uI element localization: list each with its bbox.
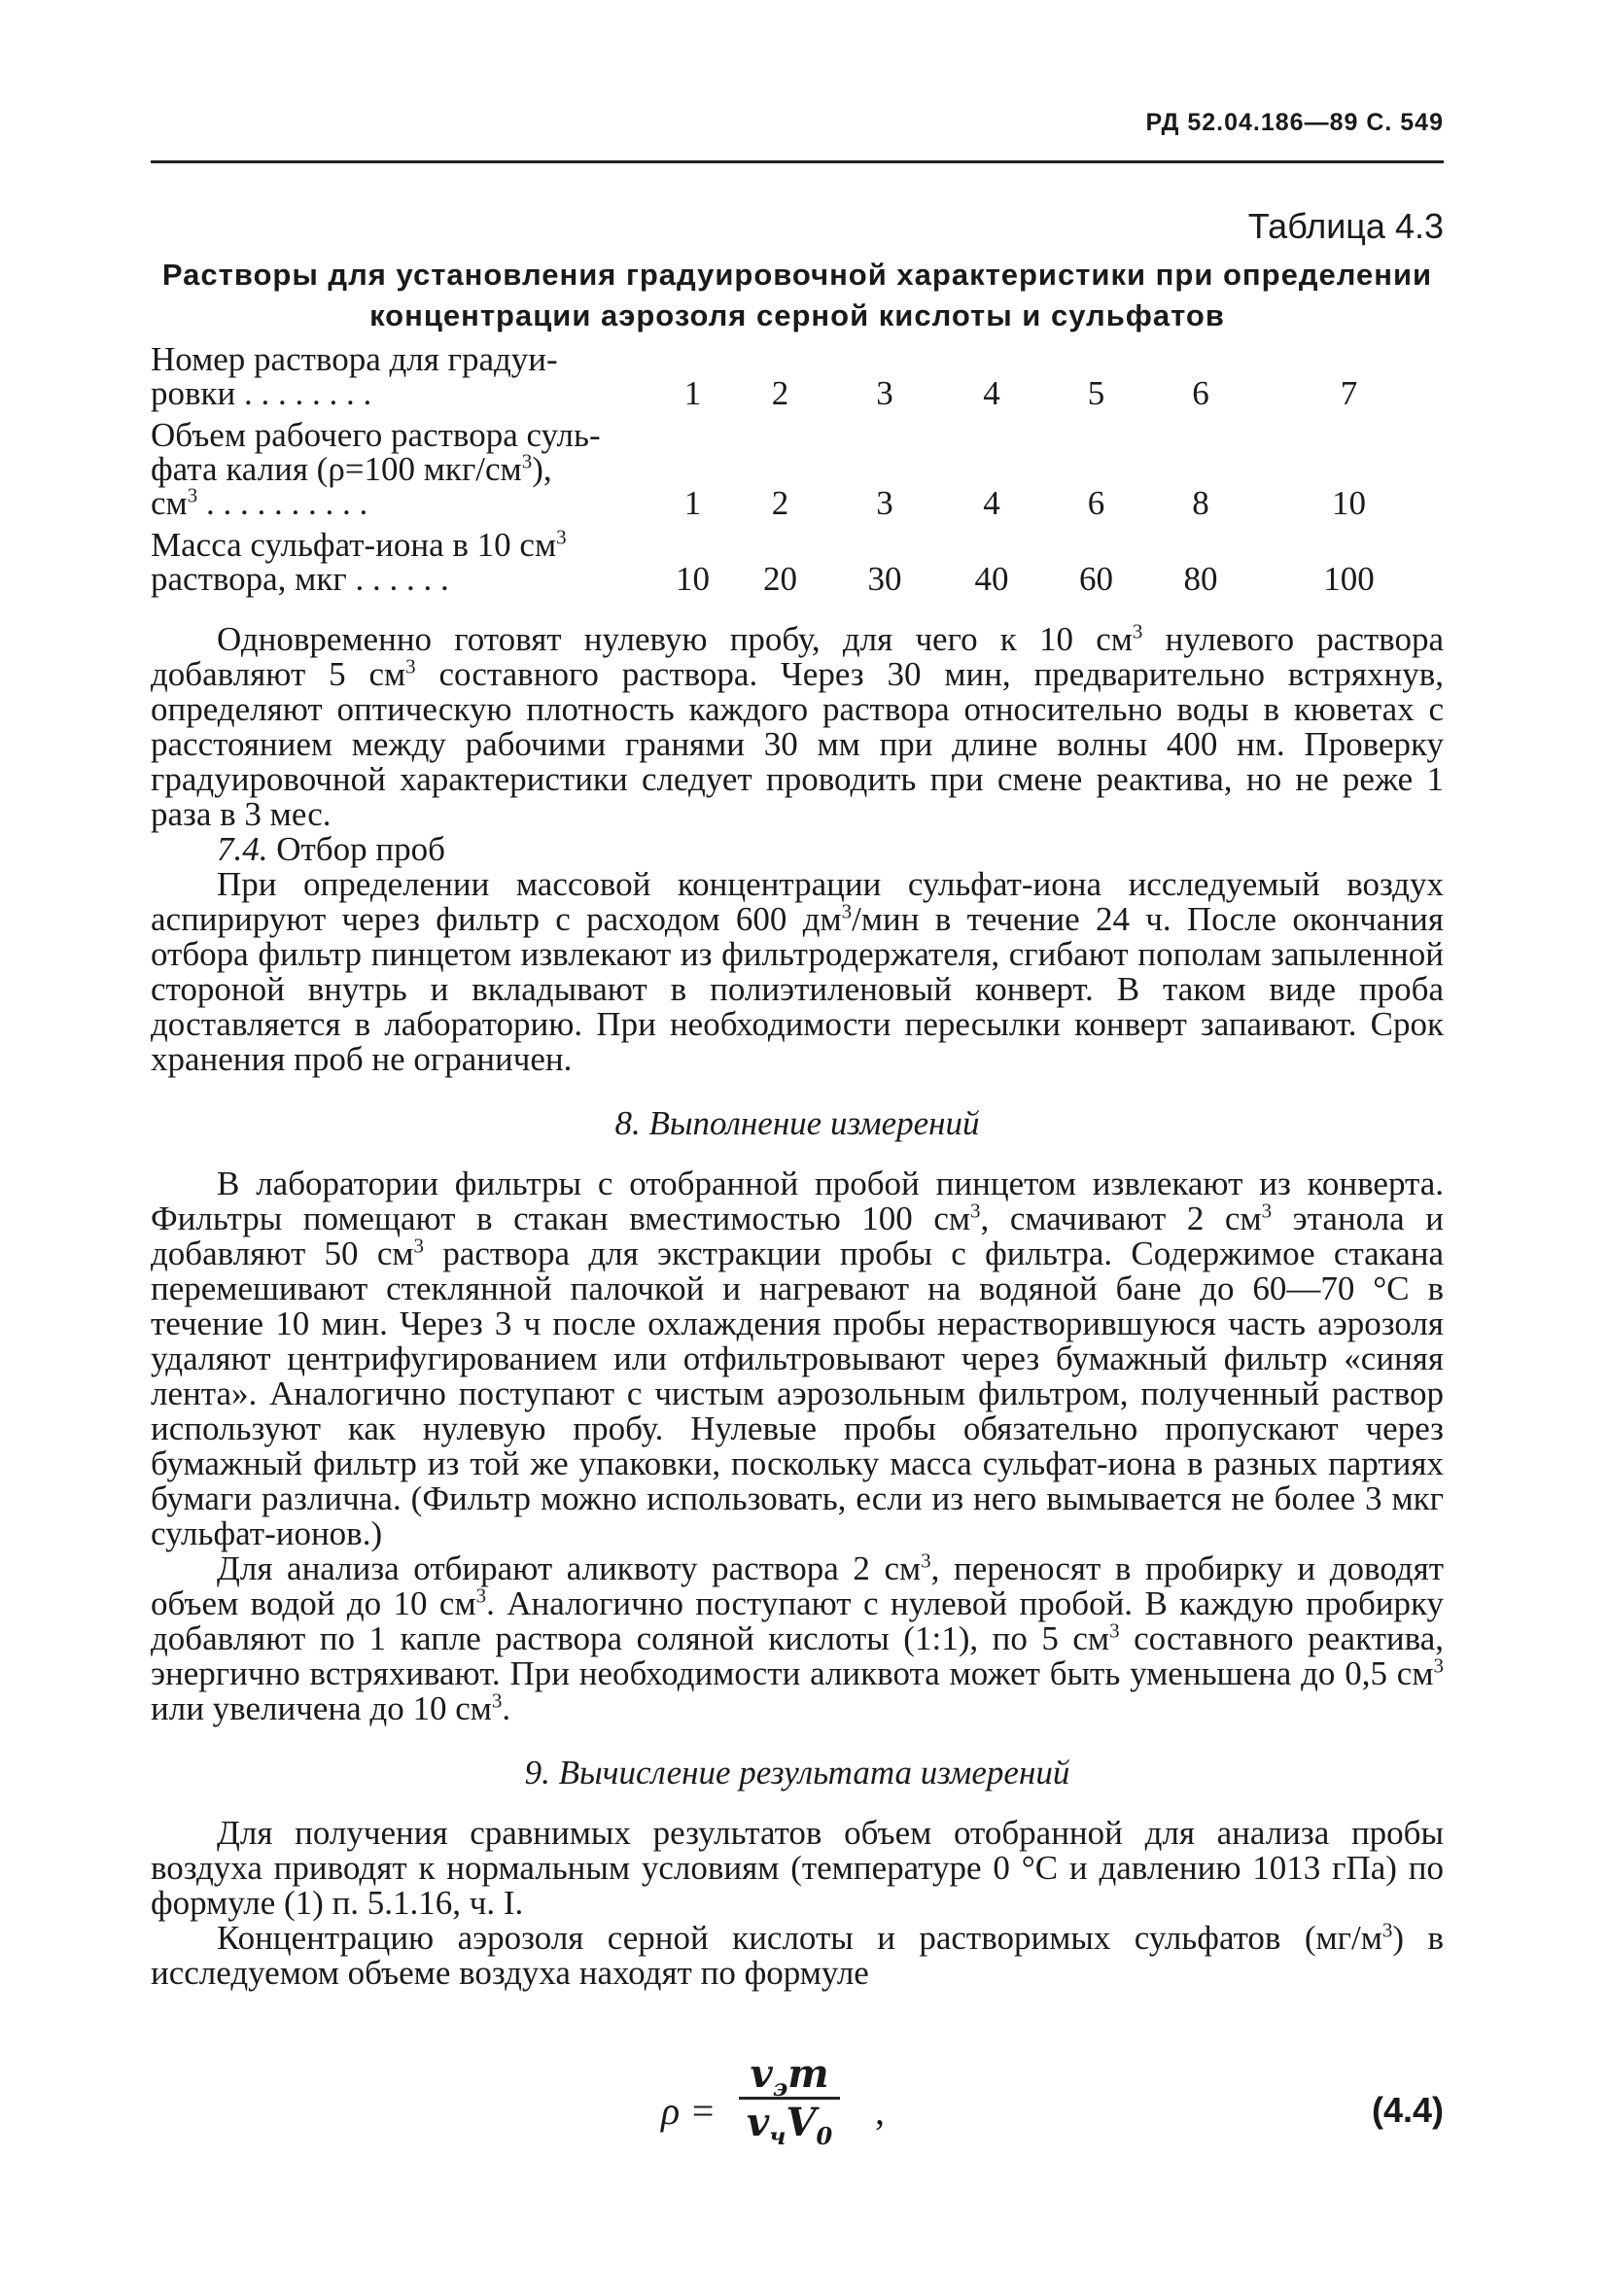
table-cell: 6 [1192, 374, 1209, 412]
running-head: РД 52.04.186—89 С. 549 [1145, 109, 1444, 136]
table-cell: 3 [876, 374, 893, 412]
paragraph: Одновременно готовят нулевую пробу, для чего к 10 $см^3$ нулевого раствора добавляют 5 $см^3$ составного раствора. Через 30 мин, предварительно встряхнув, определяют оптическую плотность каждого раствора относительно воды в кюветах с расстоянием между рабочими гранями 30 мм при длине волны 400 нм. Проверку градуировочной характеристики следует проводить при смене реактива, но не реже 1 раза в 3 мес. [151, 619, 1444, 833]
subsection-number: 7.4. [217, 830, 268, 868]
calibration-table [151, 342, 1444, 604]
table-row [151, 418, 1444, 528]
table-cell: 4 [983, 484, 1000, 522]
table-cell: 5 [1087, 374, 1105, 412]
table-cell: 1 [683, 484, 702, 522]
section-heading: 8. Выполнение измерений [614, 1104, 980, 1142]
paragraph: Для получения сравнимых результатов объем отобранной для анализа пробы воздуха приводят к нормальным условиям (температуре 0 °С и давлению 1013 гПа) по формуле (1) п. 5.1.16, ч. I. [151, 1814, 1444, 1922]
header-rule [151, 160, 1444, 163]
table-cell: 3 [876, 484, 893, 522]
paragraph: Концентрацию аэрозоля серной кислоты и растворимых сульфатов $(мг/м^3)$ в исследуемом объеме воздуха находят по формуле [151, 1918, 1444, 1992]
table-cell: 4 [983, 374, 1000, 412]
table-cell: 6 [1087, 484, 1105, 522]
table-cell: 100 [1323, 560, 1375, 598]
table-cell: 2 [771, 374, 789, 412]
paragraph: При определении массовой концентрации сульфат-иона исследуемый воздух аспирируют через фильтр с расходом 600 $дм^3$/мин в течение 24 ч. После окончания отбора фильтр пинцетом извлекают из фильтродержателя, сгибают пополам запыленной стороной внутрь и вкладывают в полиэтиленовый конверт. В таком виде проба доставляется в лабораторию. При необходимости пересылки конверт запаивают. Срок хранения проб не ограничен. [151, 865, 1444, 1078]
formula-comma: , [875, 2089, 885, 2133]
section-heading: 9. Вычисление результата измерений [524, 1754, 1070, 1792]
main-text [151, 619, 1444, 1992]
formula-denominator: $v_чV_0$ [739, 2097, 840, 2145]
table-cell: 80 [1183, 560, 1218, 598]
row-label: Масса сульфат-иона в 10 $см^3$ раствора, мкг . . . . . . [151, 525, 567, 598]
formula-4-4 [151, 2051, 1444, 2158]
table-row [151, 528, 1444, 604]
table-cell: 7 [1340, 374, 1358, 412]
row-label: Объем рабочего раствора суль- фата калия (ρ=100 мкг/$см^3$), $см^3$ . . . . . . . . . . [151, 416, 601, 522]
table-title-line: Растворы для установления градуировочной характеристики при определении [161, 258, 1433, 292]
subsection-heading [151, 832, 1444, 867]
table-title-line: концентрации аэрозоля серной кислоты и сульфатов [369, 298, 1225, 332]
table-cell: 2 [771, 484, 789, 522]
table-cell: 20 [763, 560, 797, 598]
row-label: Номер раствора для градуи- ровки . . . . . . . . [151, 340, 558, 412]
table-cell: 60 [1079, 560, 1113, 598]
formula-lhs: ρ = [661, 2089, 717, 2133]
table-cell: 1 [683, 374, 702, 412]
formula-fraction [739, 2051, 840, 2150]
subsection-title: Отбор проб [267, 830, 445, 868]
paragraph: Для анализа отбирают аликвоту раствора 2 $см^3$, переносят в пробирку и доводят объем водой до 10 $см^3$. Аналогично поступают с нулевой пробой. В каждую пробирку добавляют по 1 капле раствора соляной кислоты (1:1), по 5 $см^3$ составного реактива, энергично встряхивают. При необходимости аликвота может быть уменьшена до 0,5 $см^3$ или увеличена до 10 $см^3$. [151, 1548, 1444, 1727]
table-cell: 10 [1332, 484, 1366, 522]
table-cell: 30 [867, 560, 902, 598]
equation-number: (4.4) [1371, 2090, 1444, 2130]
paragraph: В лаборатории фильтры с отобранной пробой пинцетом извлекают из конверта. Фильтры помещают в стакан вместимостью 100 $см^3$, смачивают 2 $см^3$ этанола и добавляют 50 $см^3$ раствора для экстракции пробы с фильтра. Содержимое стакана перемешивают стеклянной палочкой и нагревают на водяной бане до 60—70 °С в течение 10 мин. Через 3 ч после охлаждения пробы нерастворившуюся часть аэрозоля удаляют центрифугированием или отфильтровывают через бумажный фильтр «синяя лента». Аналогично поступают с чистым аэрозольным фильтром, полученный раствор используют как нулевую пробу. Нулевые пробы обязательно пропускают через бумажный фильтр из той же упаковки, поскольку масса сульфат-иона в разных партиях бумаги различна. (Фильтр можно использовать, если из него вымывается не более 3 мкг сульфат-ионов.) [151, 1165, 1444, 1552]
table-title [151, 255, 1444, 336]
table-cell: 10 [676, 560, 710, 598]
table-label: Таблица 4.3 [1247, 206, 1444, 246]
formula-numerator: $v_эm$ [750, 2051, 829, 2102]
table-row [151, 342, 1444, 418]
table-cell: 40 [974, 560, 1009, 598]
table-cell: 8 [1192, 484, 1209, 522]
